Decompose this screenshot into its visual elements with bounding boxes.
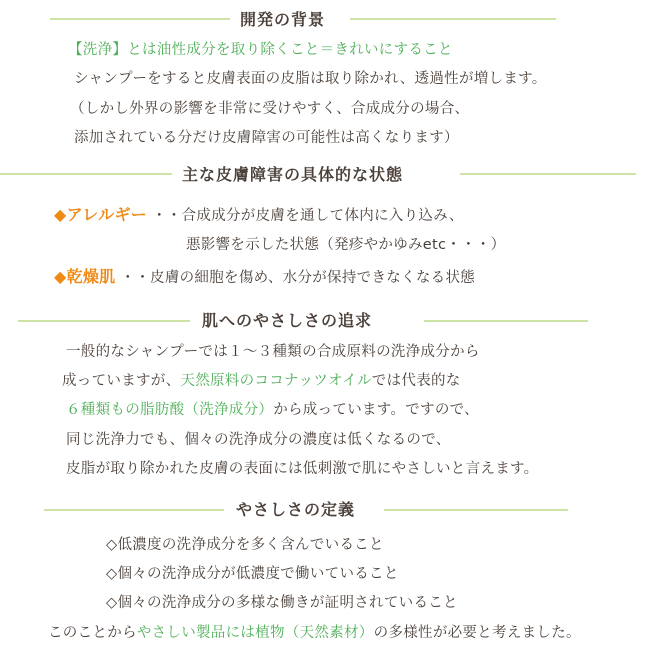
heading-rule-right — [350, 18, 556, 20]
gentleness-line-1: 一般的なシャンプーでは１～３種類の合成原料の洗浄成分から — [66, 344, 480, 360]
heading-rule-right — [384, 509, 568, 511]
heading-rule-left — [0, 173, 172, 175]
gentleness-line-2-a: 成っていますが、 — [62, 373, 181, 389]
heading-development-background: 開発の背景 — [240, 10, 326, 29]
closing-b: の多様性が必要と考えました。 — [373, 625, 581, 641]
closing-a: このことから — [48, 625, 137, 641]
allergy-text: ・・合成成分が皮膚を通して体内に入り込み、 — [152, 208, 464, 224]
heading-skin-disorders: 主な皮膚障害の具体的な状態 — [182, 165, 404, 184]
gentleness-line-3-b: から成っています。ですので、 — [273, 402, 479, 418]
background-line-2: シャンプーをすると皮膚表面の皮脂は取り除かれ、透過性が増します。 — [74, 71, 547, 87]
allergy-item — [54, 202, 464, 225]
gentleness-line-2-b: では代表的な — [371, 373, 461, 389]
dry-skin-text: ・・皮膚の細胞を傷め、水分が保持できなくなる状態 — [120, 270, 476, 286]
coconut-oil-highlight: 天然原料のココナッツオイル — [180, 373, 372, 389]
heading-pursuit-gentleness: 肌へのやさしさの追求 — [202, 311, 373, 330]
gentleness-line-3 — [66, 398, 479, 419]
allergy-continuation: 悪影響を示した状態（発疹やかゆみetc・・・） — [186, 237, 506, 253]
plant-materials-highlight: やさしい製品には植物（天然素材） — [136, 625, 374, 641]
heading-rule-right — [424, 320, 588, 322]
gentleness-line-4: 同じ洗浄力でも、個々の洗浄成分の濃度は低くなるので、 — [66, 432, 451, 448]
definition-item-1: ◇低濃度の洗浄成分を多く含んでいること — [106, 537, 384, 553]
dry-skin-item — [54, 264, 475, 287]
cleansing-definition: 【洗浄】とは油性成分を取り除くこと＝きれいにすること — [68, 42, 453, 58]
gentleness-line-5: 皮脂が取り除かれた皮膚の表面には低刺激で肌にやさしいと言えます。 — [66, 461, 539, 477]
heading-rule-left — [44, 509, 224, 511]
background-line-4: 添加されている分だけ皮膚障害の可能性は高くなります） — [74, 130, 459, 146]
allergy-term: ◆アレルギー — [54, 205, 148, 224]
background-line-3: （しかし外界の影響を非常に受けやすく、合成成分の場合、 — [70, 101, 470, 117]
heading-rule-left — [18, 320, 190, 322]
gentleness-line-2 — [62, 369, 461, 390]
closing-statement — [48, 621, 581, 642]
definition-item-3: ◇個々の洗浄成分の多様な働きが証明されていること — [106, 595, 458, 611]
heading-rule-right — [460, 173, 636, 175]
definition-item-2: ◇個々の洗浄成分が低濃度で働いていること — [106, 566, 399, 582]
heading-gentleness-definition: やさしさの定義 — [236, 500, 356, 519]
dry-skin-term: ◆乾燥肌 — [54, 267, 116, 286]
heading-rule-left — [50, 18, 230, 20]
fatty-acid-highlight: ６種類もの脂肪酸（洗浄成分） — [66, 402, 274, 418]
